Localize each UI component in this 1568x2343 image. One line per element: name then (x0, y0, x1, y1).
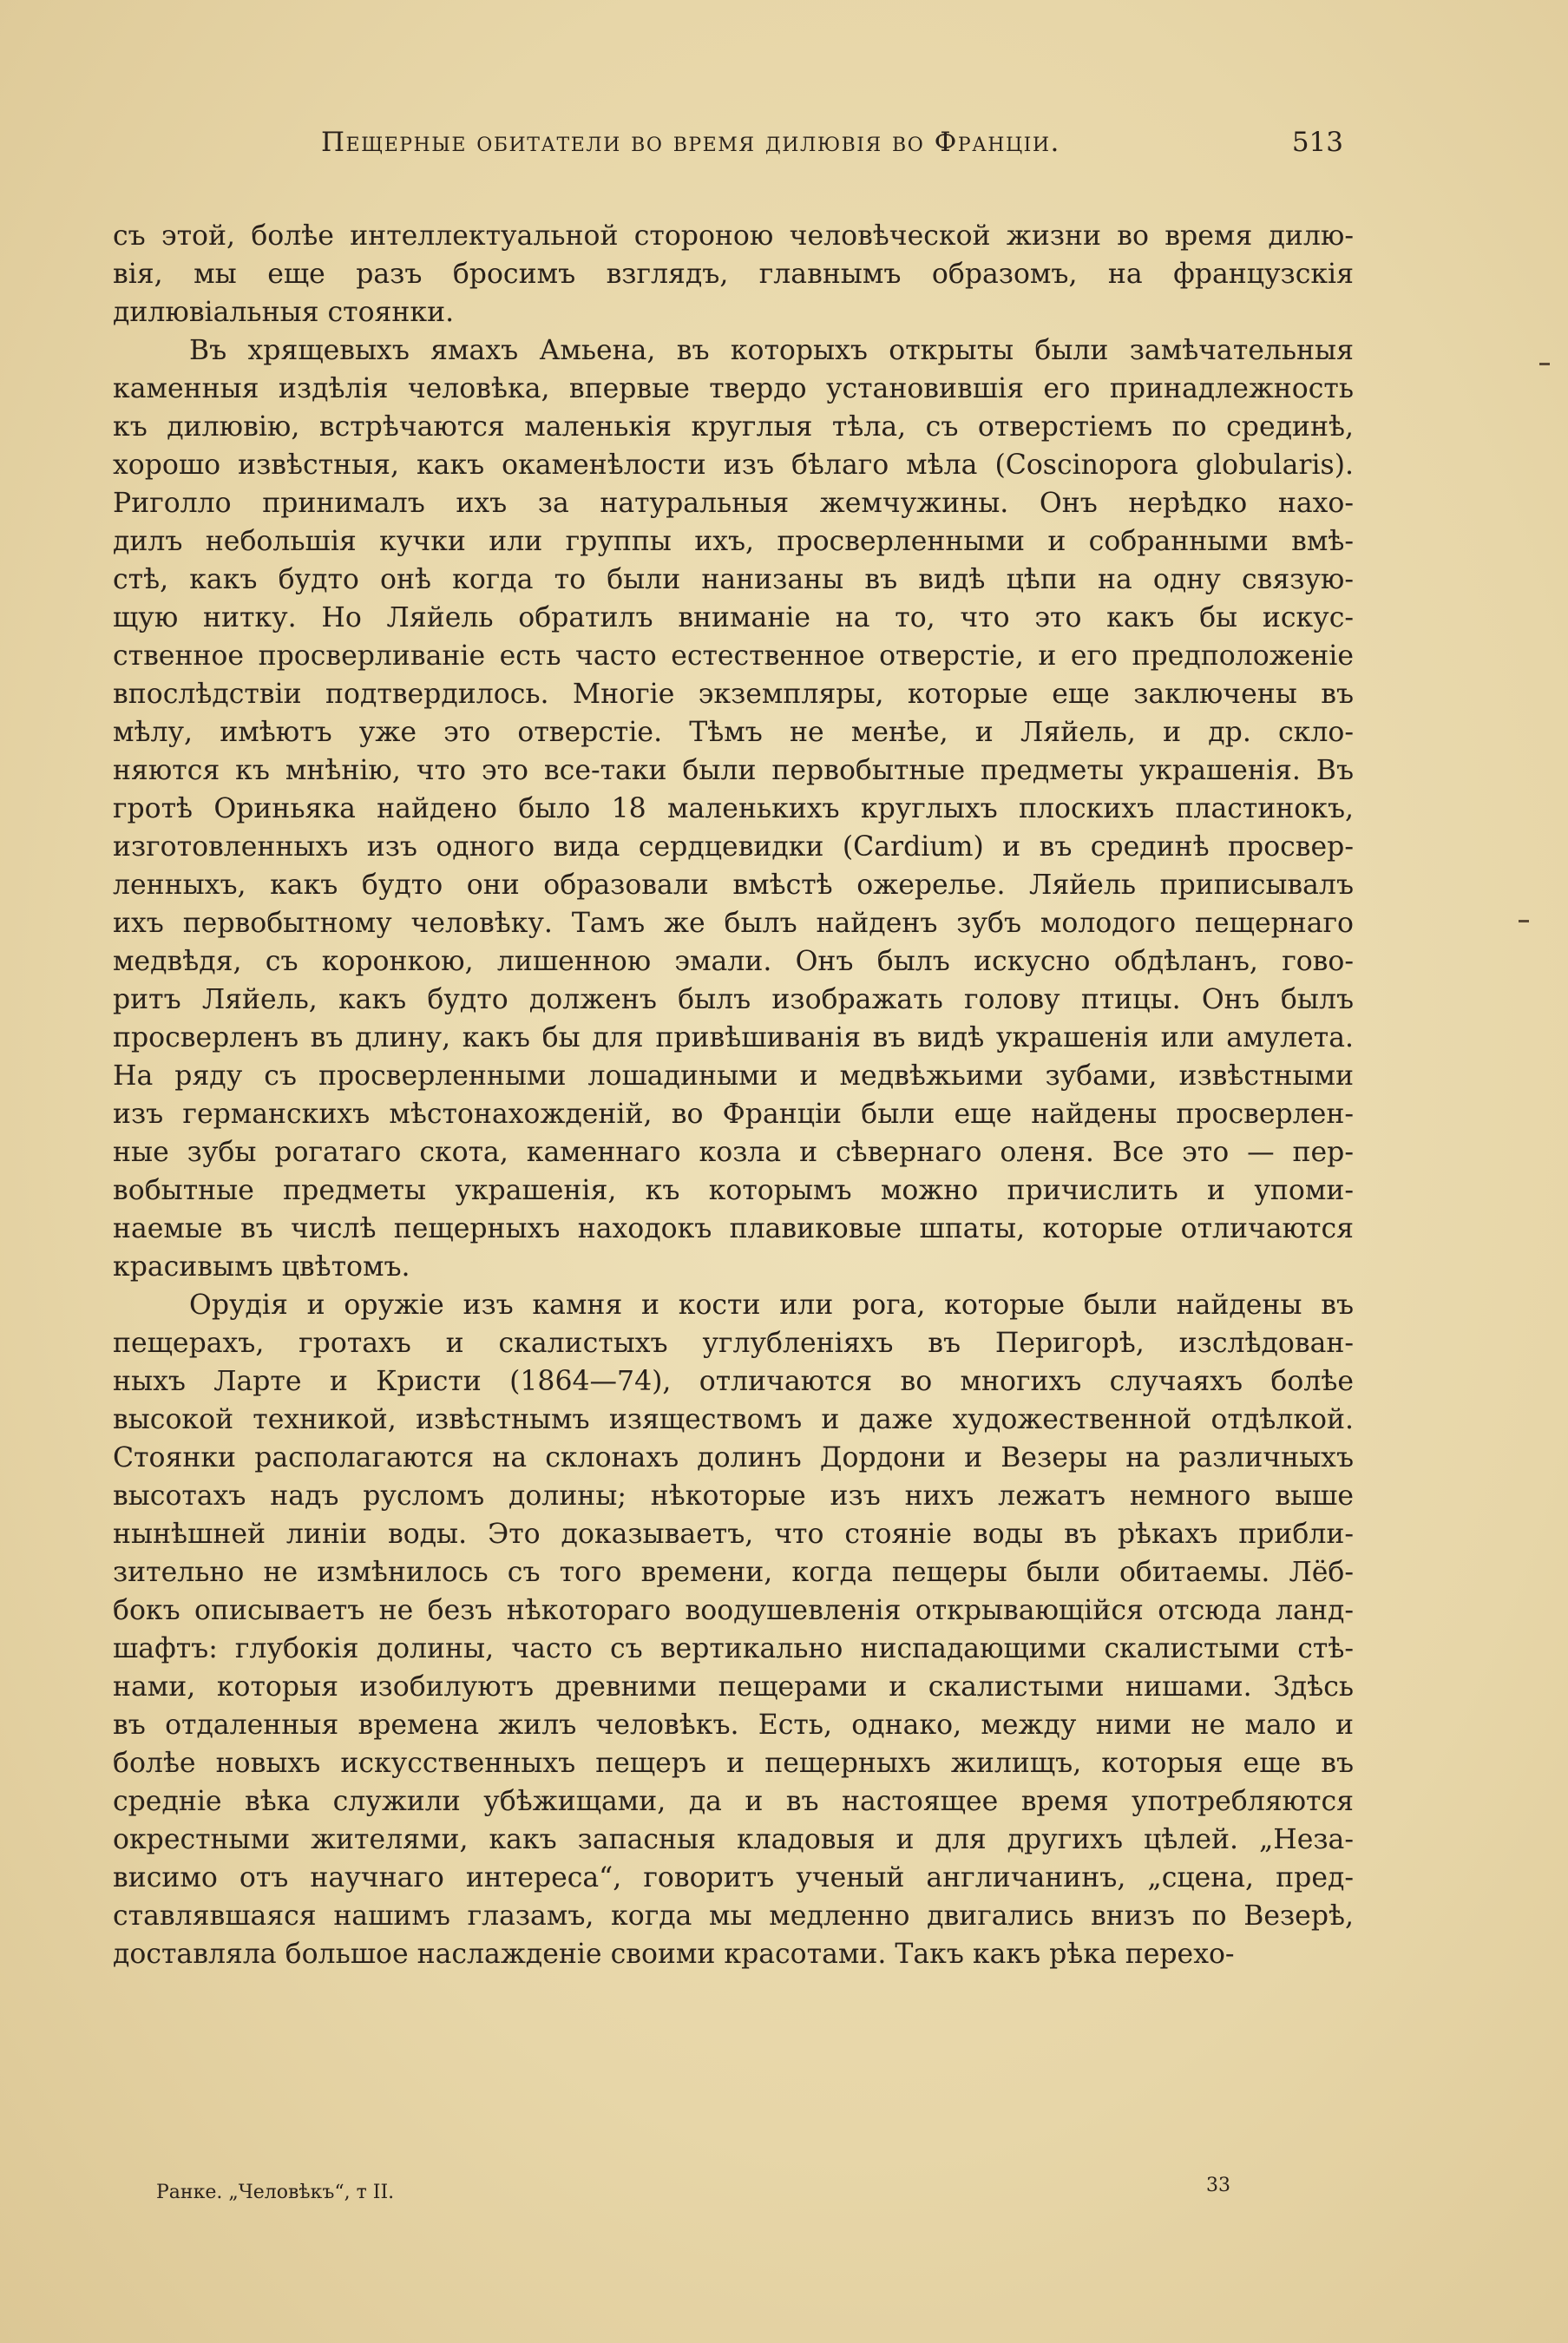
text-line: гротѣ Ориньяка найдено было 18 маленькихъ круглыхъ плоскихъ пластинокъ, (113, 793, 1354, 824)
text-line: вія, мы еще разъ бросимъ взглядъ, главнымъ образомъ, на французскія (113, 259, 1354, 290)
text-line: красивымъ цвѣтомъ. (113, 1251, 410, 1283)
text-line: пещерахъ, гротахъ и скалистыхъ углубленіяхъ въ Перигорѣ, изслѣдован- (113, 1328, 1354, 1359)
text-line: средніе вѣка служили убѣжищами, да и въ настоящее время употребляются (113, 1786, 1354, 1817)
text-line: На ряду съ просверленными лошадиными и медвѣжьими зубами, извѣстными (113, 1060, 1354, 1092)
text-line: доставляла большое наслажденіе своими красотами. Такъ какъ рѣка перехо- (113, 1939, 1235, 1970)
text-line: изготовленныхъ изъ одного вида сердцевидки (Cardium) и въ срединѣ просвер- (113, 831, 1354, 863)
body-text (113, 217, 1354, 1973)
page-number: 513 (1291, 127, 1343, 158)
text-line: дилювіальныя стоянки. (113, 297, 455, 328)
text-line: Риголло принималъ ихъ за натуральныя жемчужины. Онъ нерѣдко нахо- (113, 488, 1354, 519)
text-line: Орудія и оружіе изъ камня и кости или рога, которые были найдены въ (189, 1290, 1354, 1321)
text-line: ихъ первобытному человѣку. Тамъ же былъ найденъ зубъ молодого пещернаго (113, 908, 1354, 939)
text-line: высотахъ надъ русломъ долины; нѣкоторые изъ нихъ лежатъ немного выше (113, 1480, 1354, 1512)
text-line: дилъ небольшія кучки или группы ихъ, просверленными и собранными вмѣ- (113, 526, 1354, 557)
text-line: ныхъ Ларте и Кристи (1864—74), отличаются во многихъ случаяхъ болѣе (113, 1366, 1354, 1397)
text-line: ставлявшаяся нашимъ глазамъ, когда мы медленно двигались внизъ по Везерѣ, (113, 1900, 1354, 1932)
paragraph (113, 1286, 1354, 1973)
margin-tick (1539, 363, 1550, 365)
text-line: няются къ мнѣнію, что это все-таки были первобытные предметы украшенія. Въ (113, 755, 1354, 786)
text-line: ленныхъ, какъ будто они образовали вмѣстѣ ожерелье. Ляйель приписывалъ (113, 870, 1354, 901)
text-line: наемые въ числѣ пещерныхъ находокъ плавиковые шпаты, которые отличаются (113, 1213, 1354, 1244)
text-line: къ дилювію, встрѣчаются маленькія круглыя тѣла, съ отверстіемъ по срединѣ, (113, 411, 1354, 443)
text-line: стѣ, какъ будто онѣ когда то были нанизаны въ видѣ цѣпи на одну связую- (113, 564, 1354, 595)
page-footer (156, 2175, 1241, 2216)
text-line: висимо отъ научнаго интереса“, говоритъ ученый англичанинъ, „сцена, пред- (113, 1862, 1354, 1893)
margin-tick (1519, 920, 1529, 922)
text-line: ритъ Ляйель, какъ будто долженъ былъ изображать голову птицы. Онъ былъ (113, 984, 1354, 1015)
footer-citation: Ранке. „Человѣкъ“, т II. (156, 2182, 395, 2203)
text-line: изъ германскихъ мѣстонахожденій, во Франціи были еще найдены просверлен- (113, 1099, 1354, 1130)
text-line: Въ хрящевыхъ ямахъ Амьена, въ которыхъ открыты были замѣчательныя (189, 335, 1354, 366)
running-head (321, 127, 1354, 170)
text-line: хорошо извѣстныя, какъ окаменѣлости изъ бѣлаго мѣла (Coscinopora globularis). (113, 450, 1354, 481)
text-line: каменныя издѣлія человѣка, впервые твердо установившія его принадлежность (113, 373, 1354, 404)
paragraph (113, 331, 1354, 1286)
text-line: Стоянки располагаются на склонахъ долинъ Дордони и Везеры на различныхъ (113, 1442, 1354, 1473)
text-line: щую нитку. Но Ляйель обратилъ вниманіе на то, что это какъ бы искус- (113, 602, 1354, 633)
running-title: Пещерные обитатели во время дилювія во Франціи. (321, 127, 1060, 158)
text-line: просверленъ въ длину, какъ бы для привѣшиванія въ видѣ украшенія или амулета. (113, 1022, 1354, 1053)
text-line: шафтъ: глубокія долины, часто съ вертикально ниспадающими скалистыми стѣ- (113, 1633, 1354, 1664)
paragraph (113, 217, 1354, 331)
signature-mark: 33 (1206, 2175, 1230, 2196)
text-line: высокой техникой, извѣстнымъ изяществомъ и даже художественной отдѣлкой. (113, 1404, 1354, 1435)
text-line: мѣлу, имѣютъ уже это отверстіе. Тѣмъ не менѣе, и Ляйель, и др. скло- (113, 717, 1354, 748)
text-line: зительно не измѣнилось съ того времени, когда пещеры были обитаемы. Лёб- (113, 1557, 1354, 1588)
text-line: нами, которыя изобилуютъ древними пещерами и скалистыми нишами. Здѣсь (113, 1671, 1354, 1703)
text-line: съ этой, болѣе интеллектуальной стороною человѣческой жизни во время дилю- (113, 220, 1354, 252)
text-line: бокъ описываетъ не безъ нѣкотораго воодушевленія открывающійся отсюда ланд- (113, 1595, 1354, 1626)
text-line: окрестными жителями, какъ запасныя кладовыя и для другихъ цѣлей. „Неза- (113, 1824, 1354, 1855)
text-line: вобытные предметы украшенія, къ которымъ можно причислить и упоми- (113, 1175, 1354, 1206)
text-line: ственное просверливаніе есть часто естественное отверстіе, и его предположеніе (113, 640, 1354, 672)
text-line: въ отдаленныя времена жилъ человѣкъ. Есть, однако, между ними не мало и (113, 1710, 1354, 1741)
text-line: болѣе новыхъ искусственныхъ пещеръ и пещерныхъ жилищъ, которыя еще въ (113, 1748, 1354, 1779)
text-line: впослѣдствіи подтвердилось. Многіе экземпляры, которые еще заключены въ (113, 679, 1354, 710)
text-line: нынѣшней линіи воды. Это доказываетъ, что стояніе воды въ рѣкахъ прибли- (113, 1519, 1354, 1550)
text-line: медвѣдя, съ коронкою, лишенною эмали. Онъ былъ искусно обдѣланъ, гово- (113, 946, 1354, 977)
text-line: ные зубы рогатаго скота, каменнаго козла и сѣвернаго оленя. Все это — пер- (113, 1137, 1354, 1168)
